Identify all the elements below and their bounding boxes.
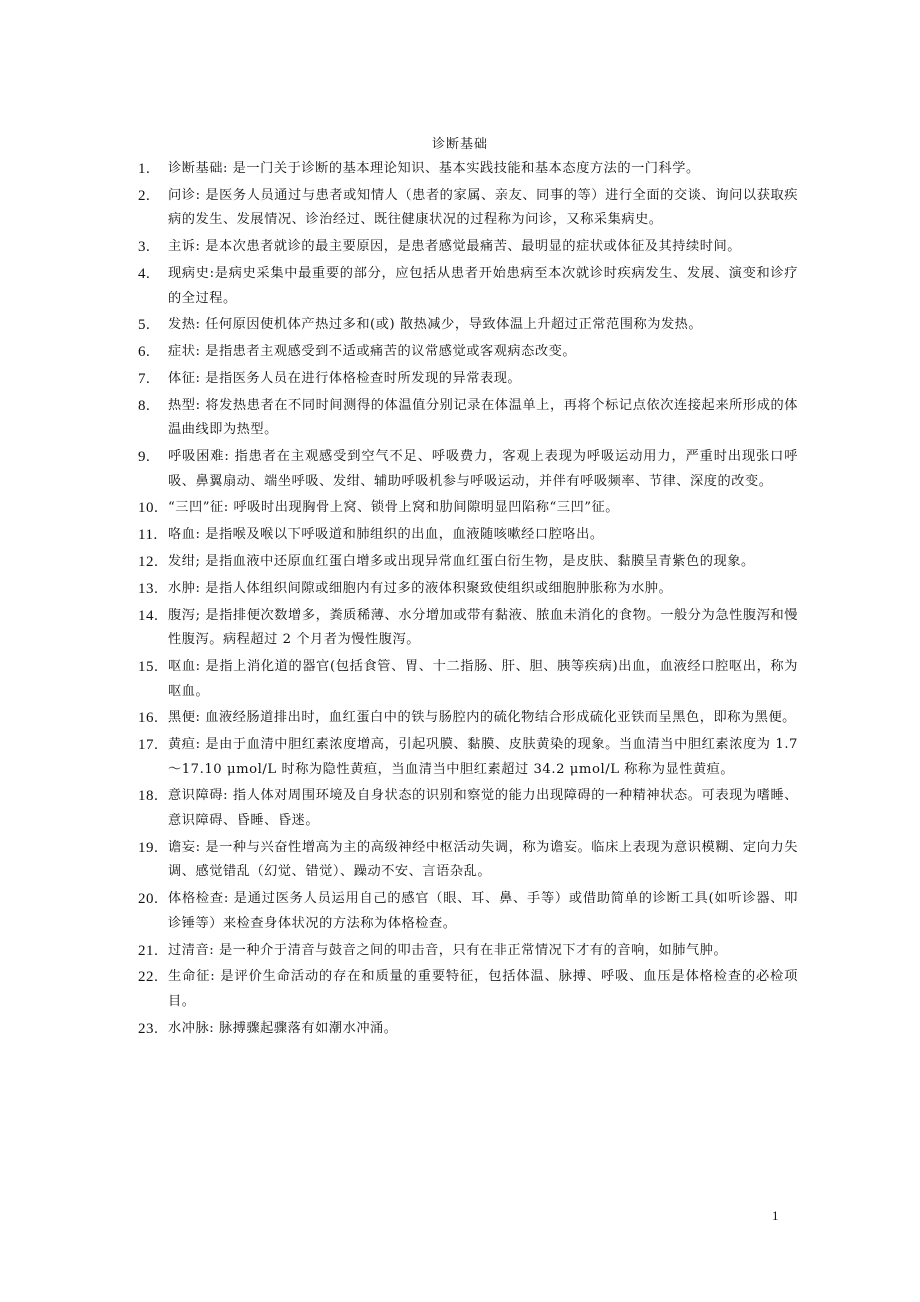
item-text: 症状: 是指患者主观感受到不适或痛苦的议常感觉或客观病态改变。 [168,344,577,360]
item-number: 17. [138,737,159,754]
list-item [138,262,798,311]
item-text: 呼吸困难: 指患者在主观感受到空气不足、呼吸费力，客观上表现为呼吸运动用力，严重时出现张口呼吸、鼻翼扇动、端坐呼吸、发绀、辅助呼吸机参与呼吸运动，并伴有呼吸频率、节律、深度的改变。 [168,449,798,489]
document-title: 诊断基础 [431,137,488,152]
item-number: 13. [138,580,159,597]
item-number: 4. [138,265,151,282]
list-item [138,577,798,602]
item-number: 9. [138,449,151,466]
item-text: 黑便: 血液经肠道排出时，血红蛋白中的铁与肠腔内的硫化物结合形成硫化亚铁而呈黑色，即称为黑便。 [168,710,796,726]
item-number: 22. [138,969,159,986]
item-number: 23. [138,1020,159,1037]
item-number: 21. [138,942,159,959]
item-number: 1. [138,161,151,177]
item-text: 体征: 是指医务人员在进行体格检查时所发现的异常表现。 [168,370,522,386]
list-item [138,184,798,233]
item-number: 19. [138,839,159,856]
item-number: 11. [138,527,158,544]
item-text: 发热: 任何原因使机体产热过多和(或) 散热减少，导致体温上升超过正常范围称为发热。 [168,317,703,333]
item-text: 现病史:是病史采集中最重要的部分，应包括从患者开始患病至本次就诊时疾病发生、发展、演变和诊疗的全过程。 [168,265,798,306]
item-number: 8. [138,397,151,414]
list-item [138,157,798,182]
item-number: 5. [138,317,151,334]
item-number: 7. [138,370,151,387]
list-item [138,655,798,704]
list-item [138,394,798,443]
item-number: 10. [138,500,159,517]
item-number: 20. [138,891,159,908]
item-number: 6. [138,344,151,361]
list-item [138,340,798,365]
list-item [138,235,798,260]
list-item [138,496,798,521]
item-text: 意识障碍: 指人体对周围环境及自身状态的识别和察觉的能力出现障碍的一种精神状态。可表现为嗜睡、意识障碍、昏睡、昏迷。 [168,788,798,829]
item-text: 主诉: 是本次患者就诊的最主要原因，是患者感觉最痛苦、最明显的症状或体征及其持续时间。 [168,239,741,255]
list-item [138,706,798,731]
item-text: 腹泻; 是指排便次数增多，粪质稀薄、水分增加或带有黏液、脓血未消化的食物。一般分为急性腹泻和慢性腹泻。病程超过 2 个月者为慢性腹泻。 [168,607,798,648]
item-text: “三凹”征: 呼吸时出现胸骨上窝、锁骨上窝和肋间隙明显凹陷称“三凹”征。 [168,500,620,516]
page-number: 1 [772,1208,779,1223]
item-number: 2. [138,187,151,204]
item-text: 水冲脉: 脉搏骤起骤落有如潮水冲涌。 [168,1020,398,1036]
list-item [138,784,798,833]
list-item [138,965,798,1014]
item-number: 18. [138,788,159,805]
list-item [138,604,798,653]
list-item [138,313,798,338]
item-number: 16. [138,710,159,727]
item-number: 3. [138,239,151,256]
list-item [138,733,798,782]
item-number: 15. [138,658,159,675]
list-item [138,367,798,392]
list-item [138,550,798,575]
item-text: 过清音: 是一种介于清音与鼓音之间的叩击音，只有在非正常情况下才有的音响，如肺气肿。 [168,942,728,958]
item-text: 生命征: 是评价生命活动的存在和质量的重要特征，包括体温、脉搏、呼吸、血压是体格检查的必检项目。 [168,969,798,1009]
item-text: 黄疸: 是由于血清中胆红素浓度增高，引起巩膜、黏膜、皮肤黄染的现象。当血清当中胆红素浓度为 1.7～17.10 μmol/L 时称为隐性黄疸，当血清当中胆红素超过 34.2 μmol/L 称称为显性黄疸。 [168,737,798,777]
list-item [138,1017,798,1042]
item-number: 14. [138,607,159,624]
item-number: 12. [138,553,159,570]
list-item [138,445,798,494]
item-text: 诊断基础: 是一门关于诊断的基本理论知识、基本实践技能和基本态度方法的一门科学。 [168,161,700,176]
item-text: 问诊: 是医务人员通过与患者或知情人（患者的家属、亲友、同事的等）进行全面的交谈、询问以获取疾病的发生、发展情况、诊治经过、既往健康状况的过程称为问诊，又称采集病史。 [168,187,798,228]
list-item [138,939,798,964]
list-item [138,836,798,885]
definition-list [138,157,798,1044]
item-text: 谵妄: 是一种与兴奋性增高为主的高级神经中枢活动失调，称为谵妄。临床上表现为意识模糊、定向力失调、感觉错乱（幻觉、错觉）、躁动不安、言语杂乱。 [168,839,798,880]
item-text: 呕血: 是指上消化道的器官(包括食管、胃、十二指肠、肝、胆、胰等疾病)出血，血液经口腔呕出，称为呕血。 [168,658,798,699]
list-item [138,887,798,936]
item-text: 咯血: 是指喉及喉以下呼吸道和肺组织的出血，血液随咳嗽经口腔咯出。 [168,527,604,543]
item-text: 体格检查: 是通过医务人员运用自己的感官（眼、耳、鼻、手等）或借助简单的诊断工具(如听诊器、叩诊锤等）来检查身体状况的方法称为体格检查。 [168,891,798,931]
item-text: 水肿: 是指人体组织间隙或细胞内有过多的液体积聚致使组织或细胞肿胀称为水肿。 [168,580,673,596]
list-item [138,523,798,548]
item-text: 热型: 将发热患者在不同时间测得的体温值分别记录在体温单上，再将个标记点依次连接起来所形成的体温曲线即为热型。 [168,397,798,438]
item-text: 发绀; 是指血液中还原血红蛋白增多或出现异常血红蛋白衍生物，是皮肤、黏膜呈青紫色的现象。 [168,553,755,569]
